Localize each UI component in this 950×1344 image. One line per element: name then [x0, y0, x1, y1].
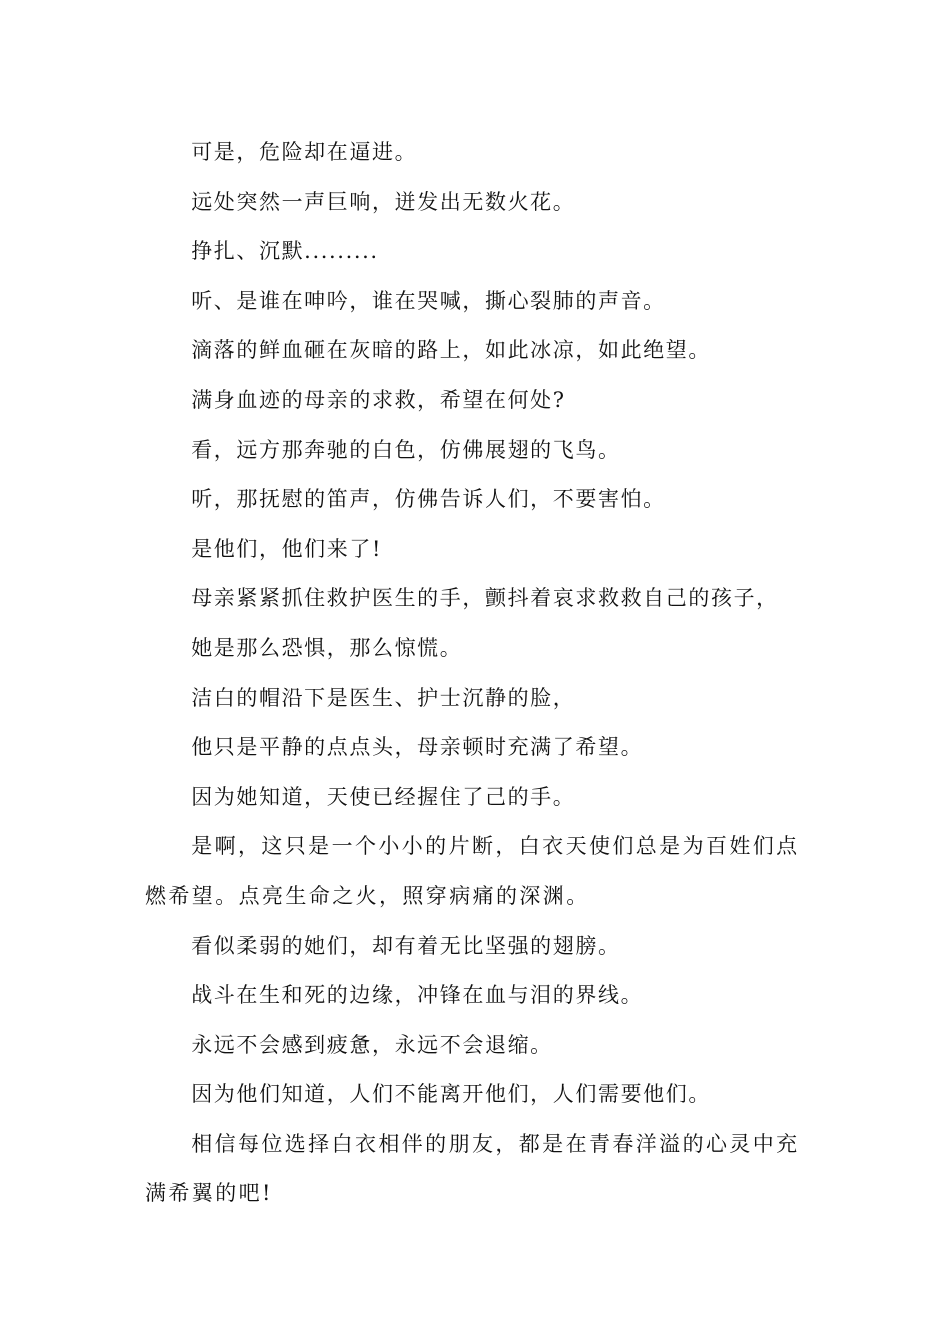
paragraph: 滴落的鲜血砸在灰暗的路上，如此冰凉，如此绝望。: [191, 338, 711, 363]
paragraph: 看似柔弱的她们，却有着无比坚强的翅膀。: [191, 933, 621, 958]
paragraph: 相信每位选择白衣相伴的朋友，都是在青春洋溢的心灵中充满希翼的吧!: [145, 1131, 800, 1206]
paragraph: 是他们，他们来了!: [191, 536, 383, 561]
paragraph: 洁白的帽沿下是医生、护士沉静的脸，: [191, 685, 576, 710]
document-body: [145, 128, 810, 1219]
paragraph: 可是，危险却在逼进。: [191, 140, 418, 164]
paragraph: 挣扎、沉默.........: [191, 239, 379, 264]
paragraph: 母亲紧紧抓住救护医生的手，颤抖着哀求救救自己的孩子，: [191, 586, 779, 611]
paragraph: 远处突然一声巨响，迸发出无数火花。: [191, 189, 576, 214]
paragraph: 听，那抚慰的笛声，仿佛告诉人们，不要害怕。: [191, 487, 666, 512]
paragraph: 她是那么恐惧，那么惊慌。: [191, 635, 463, 660]
paragraph: 他只是平静的点点头，母亲顿时充满了希望。: [191, 735, 644, 760]
paragraph: 战斗在生和死的边缘，冲锋在血与泪的界线。: [191, 983, 644, 1008]
paragraph: 听、是谁在呻吟，谁在哭喊，撕心裂肺的声音。: [191, 288, 666, 313]
paragraph: 看，远方那奔驰的白色，仿佛展翅的飞鸟。: [191, 437, 621, 462]
paragraph: 永远不会感到疲惫，永远不会退缩。: [191, 1032, 553, 1057]
paragraph: 因为他们知道，人们不能离开他们，人们需要他们。: [191, 1082, 711, 1107]
paragraph: 是啊，这只是一个小小的片断，白衣天使们总是为百姓们点燃希望。点亮生命之火，照穿病痛的深渊。: [145, 834, 800, 908]
paragraph: 满身血迹的母亲的求救，希望在何处?: [191, 387, 566, 412]
paragraph: 因为她知道，天使已经握住了己的手。: [191, 784, 576, 809]
